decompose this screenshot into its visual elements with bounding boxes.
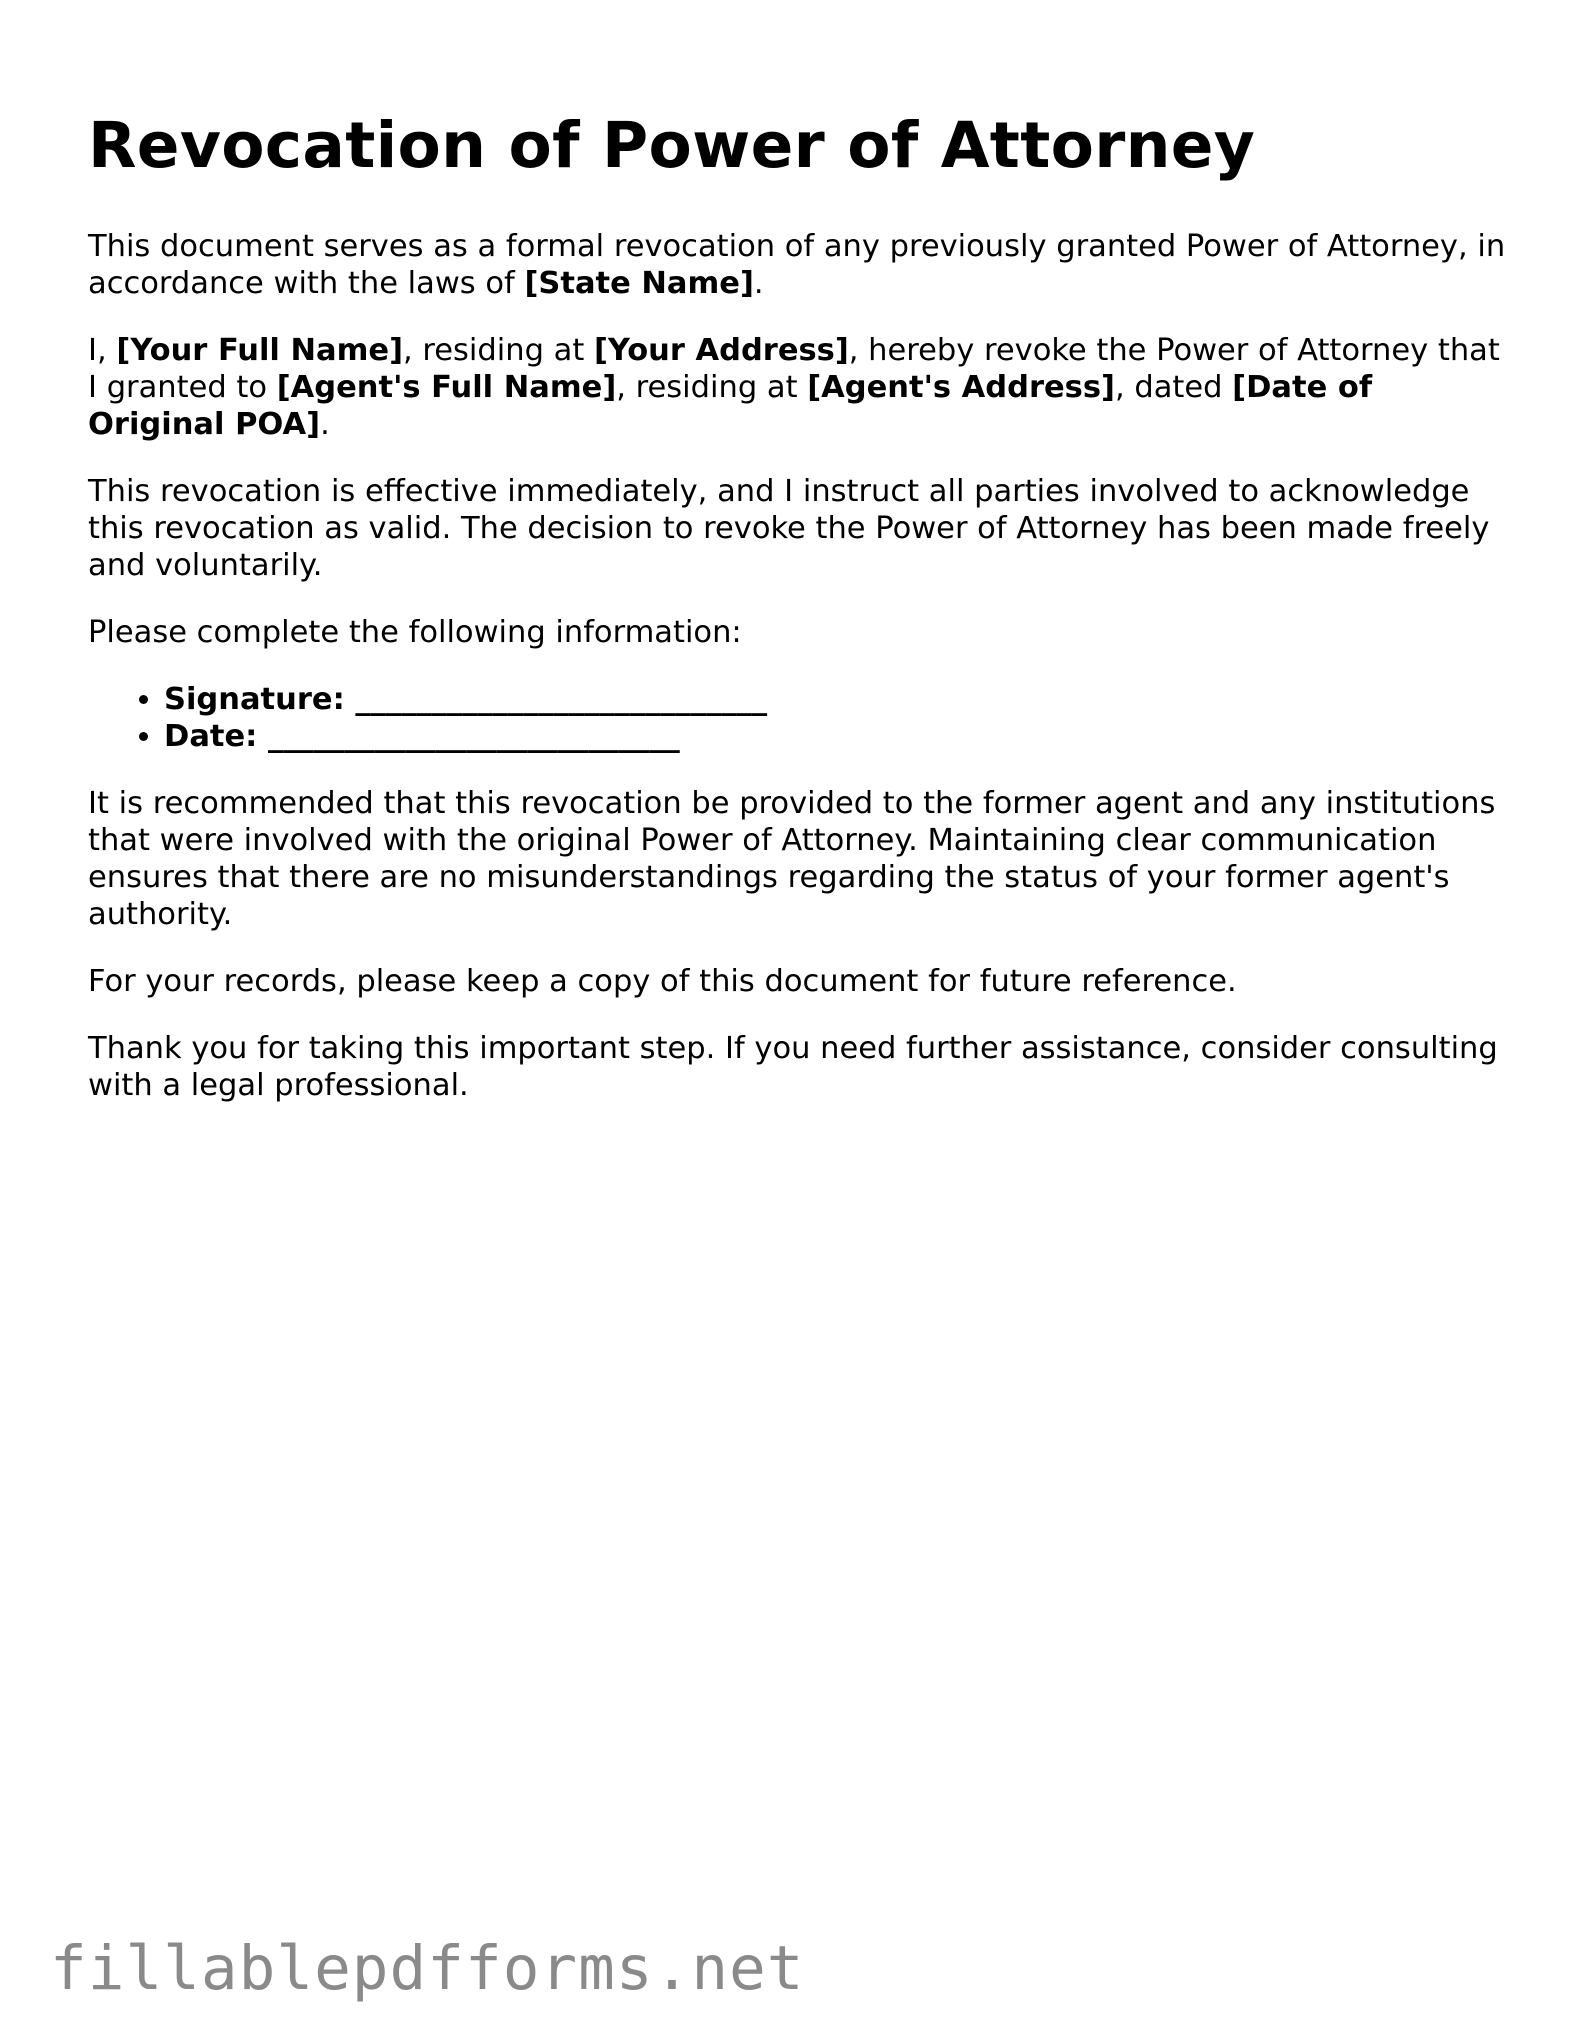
effect-paragraph: This revocation is effective immediately, and I instruct all parties involved to acknowledge this revocation as valid. The decision to revoke the Power of Attorney has been made freely and voluntarily. xyxy=(88,474,1490,583)
watermark-text: fillablepdfforms.net xyxy=(50,1933,805,2004)
declaration-text-1: I, xyxy=(88,333,117,368)
declaration-paragraph xyxy=(88,332,1508,443)
declaration-text-2: , residing at xyxy=(403,333,594,368)
document-page xyxy=(88,108,1508,1134)
signature-label: Signature: xyxy=(164,682,345,717)
declaration-text-3: , hereby revoke the Power of Attorney that I granted to xyxy=(88,333,1500,405)
date-field[interactable] xyxy=(164,718,1508,755)
records-note-paragraph: For your records, please keep a copy of this document for future reference. xyxy=(88,964,1237,999)
intro-text-2: . xyxy=(753,266,764,301)
closing-paragraph: Thank you for taking this important step. If you need further assistance, consider consulting with a legal professional. xyxy=(88,1031,1498,1103)
state-name-placeholder: [State Name] xyxy=(524,266,754,301)
date-label: Date: xyxy=(164,719,258,754)
recommendation-paragraph: It is recommended that this revocation be provided to the former agent and any institutions that were involved with the original Power of Attorney. Maintaining clear communication ensures that there are no misunderstandings regarding the status of your former agent's authority. xyxy=(88,786,1496,932)
agents-full-name-placeholder: [Agent's Full Name] xyxy=(276,370,617,405)
date-line[interactable]: ___________________________ xyxy=(268,719,680,754)
your-address-placeholder: [Your Address] xyxy=(593,333,849,368)
signature-field[interactable] xyxy=(164,681,1508,718)
intro-text-1: This document serves as a formal revocation of any previously granted Power of Attorney, in accordance with the laws of xyxy=(88,229,1506,301)
signature-line[interactable]: ___________________________ xyxy=(355,682,768,717)
page-title: Revocation of Power of Attorney xyxy=(88,109,1256,182)
declaration-text-6: . xyxy=(320,407,330,442)
declaration-text-5: , dated xyxy=(1114,370,1233,405)
intro-paragraph xyxy=(88,228,1508,302)
instruction-paragraph: Please complete the following information: xyxy=(88,615,742,650)
declaration-text-4: , residing at xyxy=(616,370,808,405)
agents-address-placeholder: [Agent's Address] xyxy=(807,370,1115,405)
fields-list xyxy=(88,681,1508,755)
your-full-name-placeholder: [Your Full Name] xyxy=(116,333,404,368)
date-of-original-poa-placeholder: [Date of Original POA] xyxy=(88,370,1373,442)
